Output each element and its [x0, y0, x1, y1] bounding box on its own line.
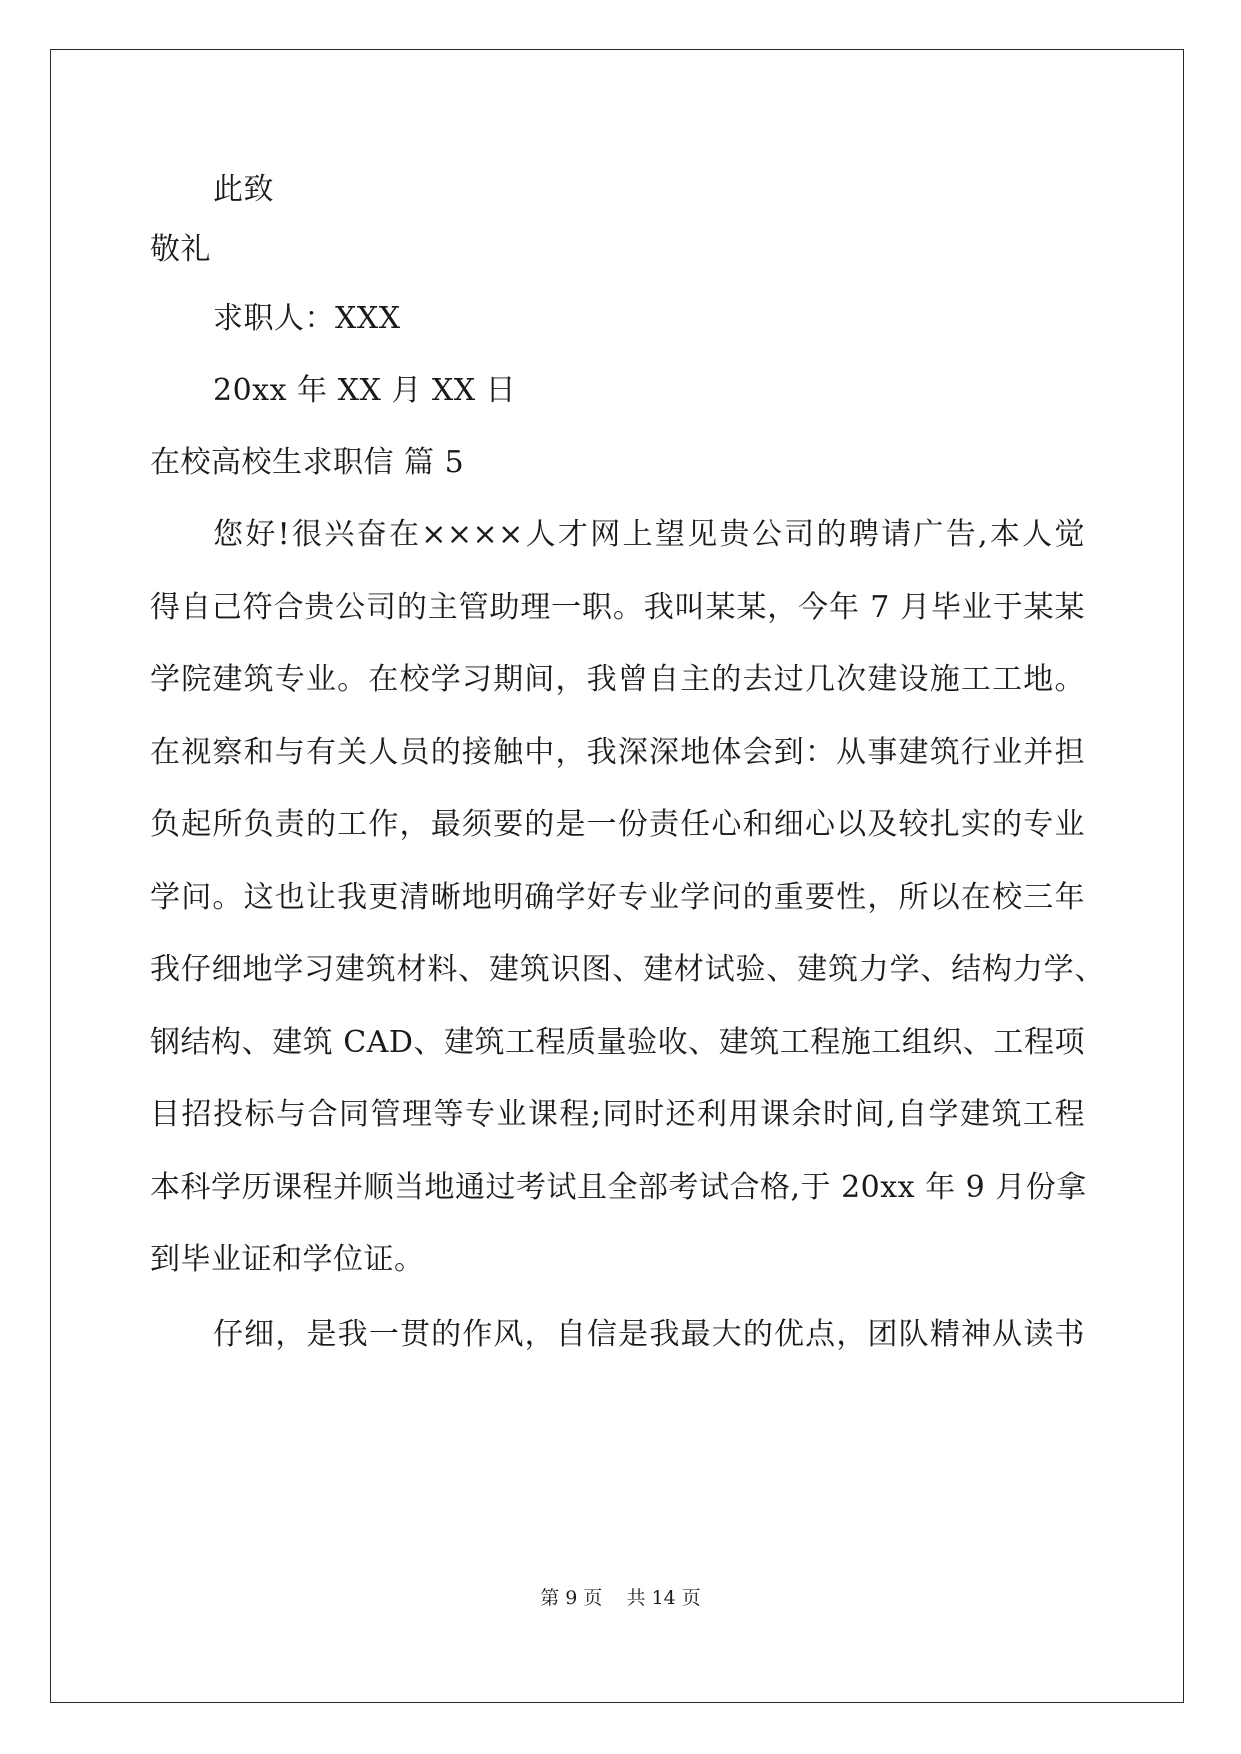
paragraph-line: 本科学历课程并顺当地通过考试且全部考试合格,于 20xx 年 9 月份拿 — [150, 1170, 1087, 1205]
closing-salutation: 此致 — [213, 172, 274, 207]
paragraph-line: 学院建筑专业。在校学习期间，我曾自主的去过几次建设施工工地。 — [150, 662, 1085, 697]
paragraph-line: 到毕业证和学位证。 — [150, 1242, 425, 1277]
paragraph-line: 在视察和与有关人员的接触中，我深深地体会到：从事建筑行业并担 — [150, 735, 1085, 770]
page-frame — [50, 49, 1184, 1703]
section-title: 在校高校生求职信 篇 5 — [150, 445, 465, 480]
paragraph-line: 仔细，是我一贯的作风，自信是我最大的优点，团队精神从读书 — [213, 1317, 1085, 1352]
closing-regards: 敬礼 — [150, 232, 211, 267]
paragraph-line: 负起所负责的工作，最须要的是一份责任心和细心以及较扎实的专业 — [150, 807, 1085, 842]
paragraph-line: 钢结构、建筑 CAD、建筑工程质量验收、建筑工程施工组织、工程项 — [150, 1025, 1085, 1060]
paragraph-line: 学问。这也让我更清晰地明确学好专业学问的重要性，所以在校三年 — [150, 880, 1085, 915]
signature: 求职人：XXX — [213, 301, 401, 336]
paragraph-line: 得自己符合贵公司的主管助理一职。我叫某某，今年 7 月毕业于某某 — [150, 590, 1085, 625]
paragraph-line: 您好!很兴奋在××××人才网上望见贵公司的聘请广告,本人觉 — [213, 517, 1085, 552]
paragraph-line: 我仔细地学习建筑材料、建筑识图、建材试验、建筑力学、结构力学、 — [150, 952, 1105, 987]
date: 20xx 年 XX 月 XX 日 — [213, 373, 517, 408]
page-number: 第 9 页 共 14 页 — [540, 1587, 701, 1609]
paragraph-line: 目招投标与合同管理等专业课程;同时还利用课余时间,自学建筑工程 — [150, 1097, 1085, 1132]
